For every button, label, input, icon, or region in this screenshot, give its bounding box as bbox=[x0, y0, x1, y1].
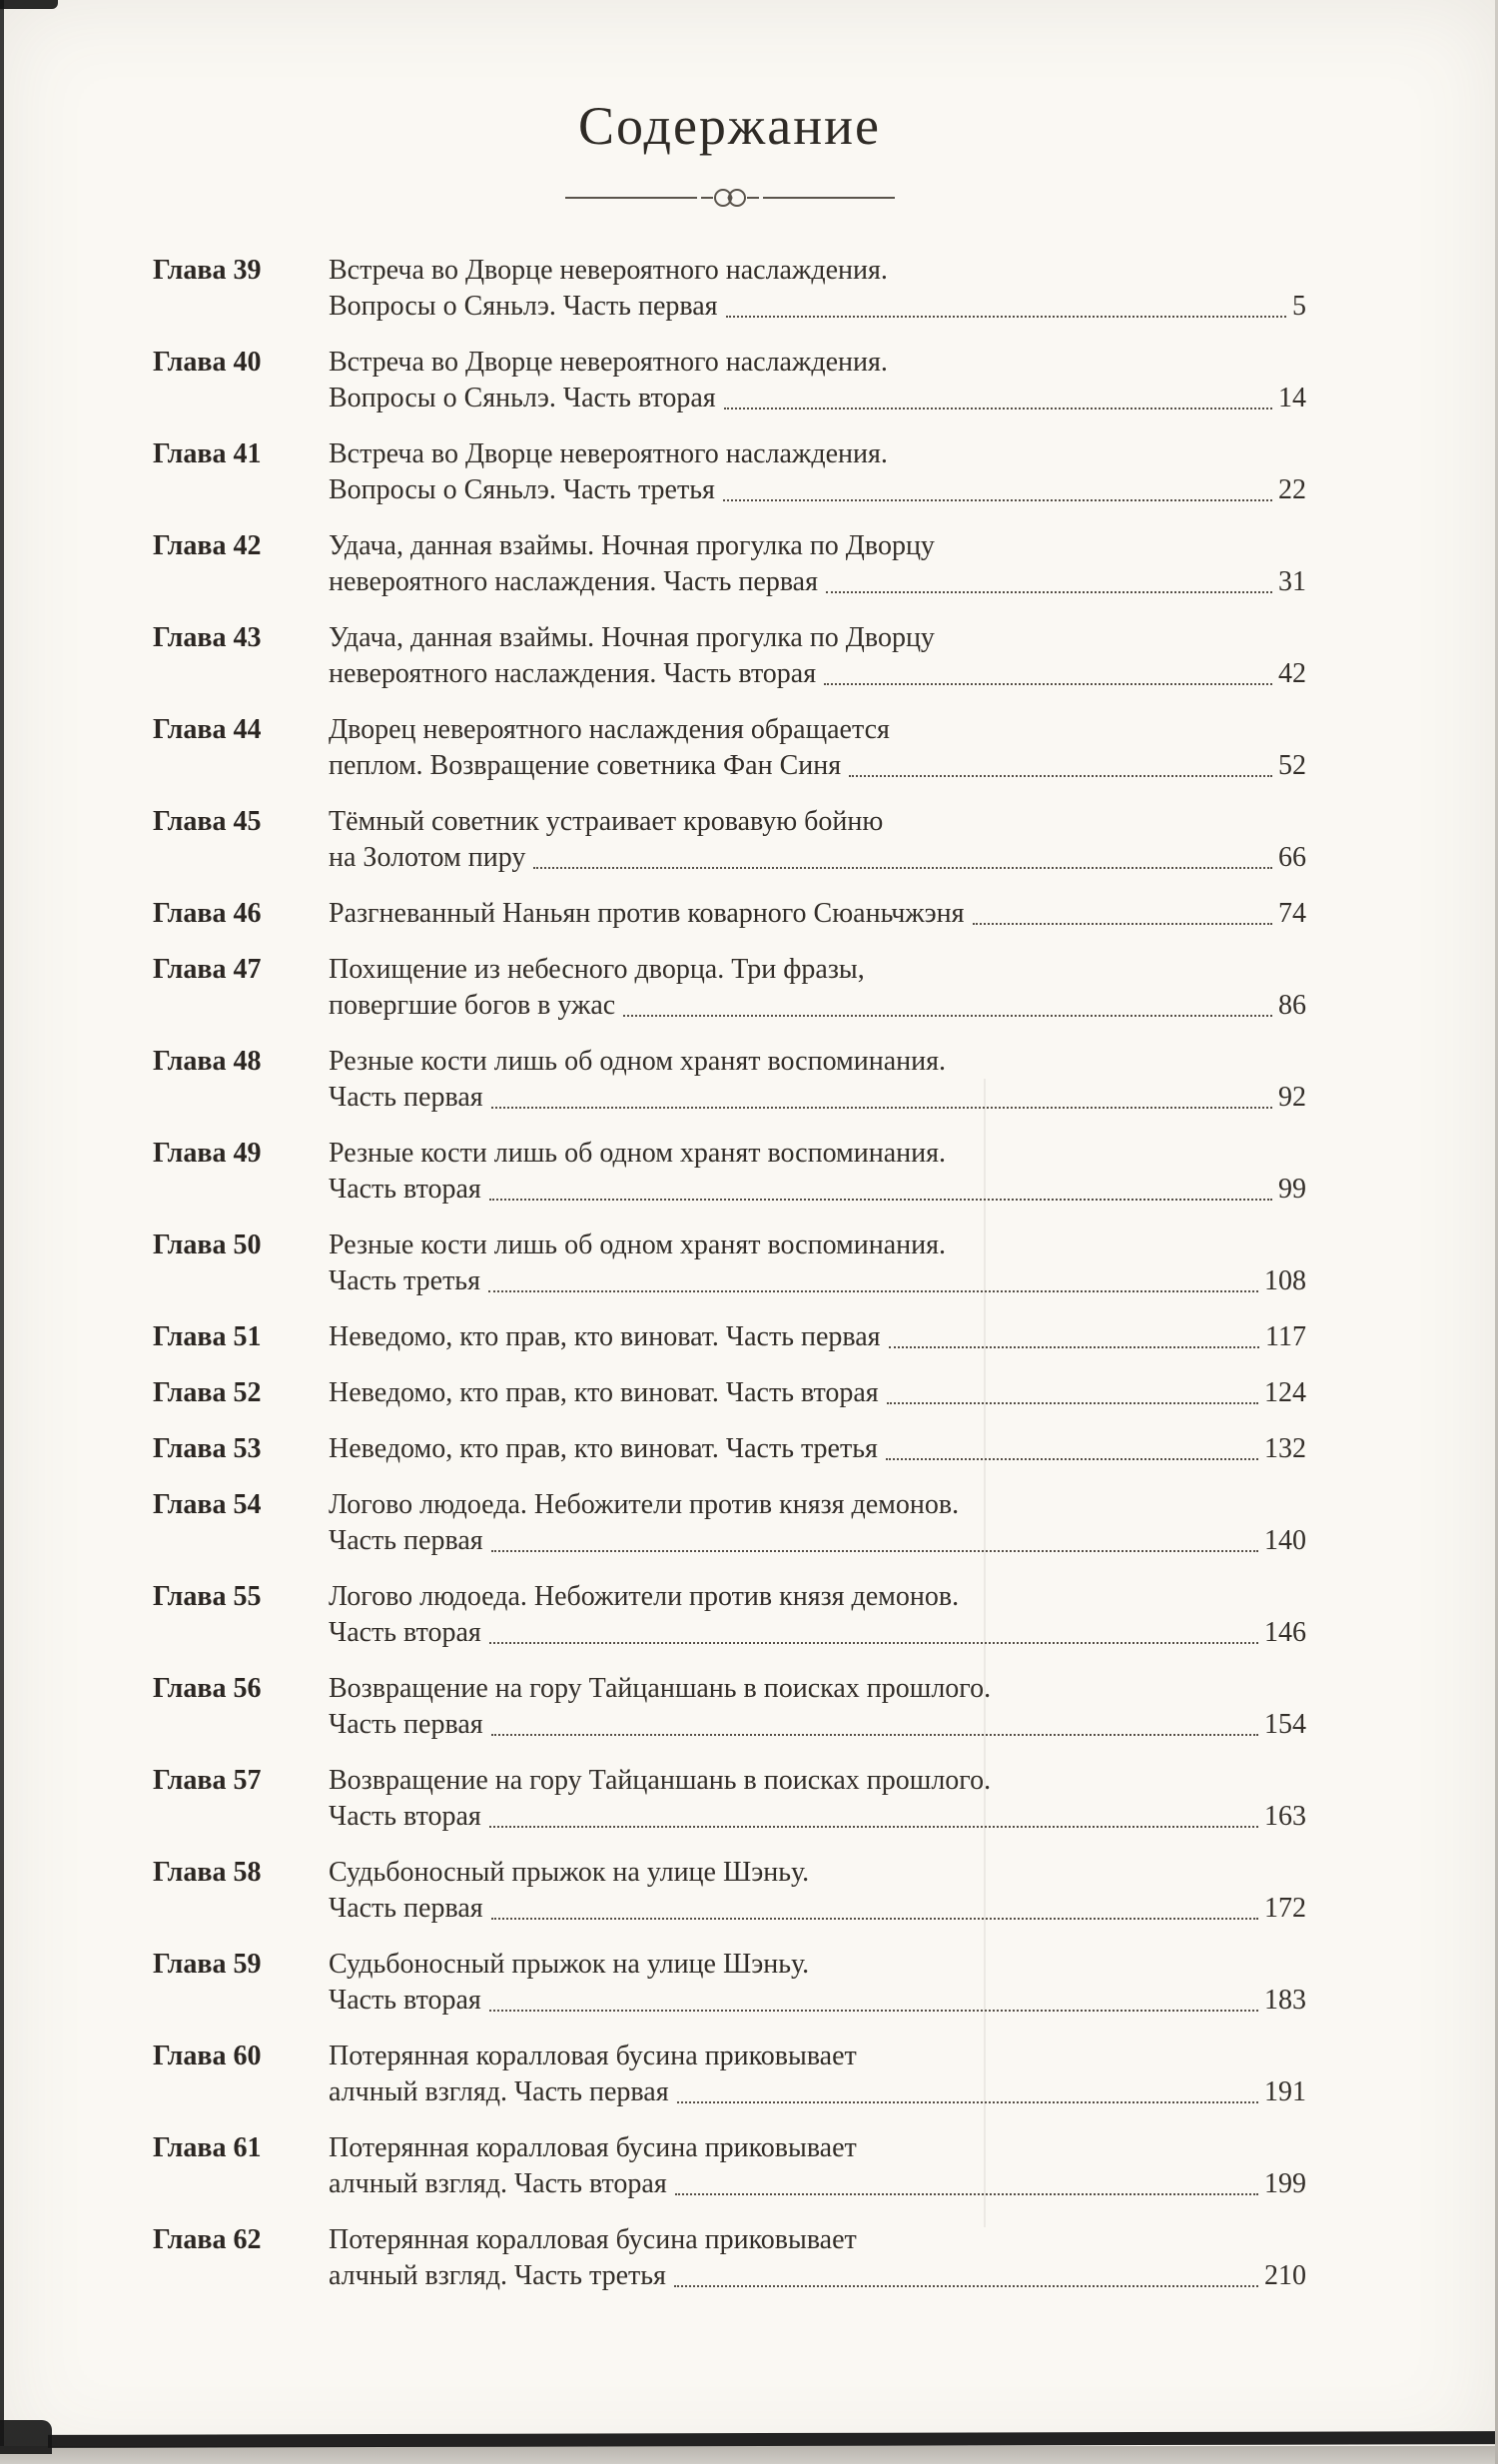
toc-chapter-label: Глава 41 bbox=[153, 438, 262, 469]
toc-title-text: Потерянная коралловая бусина приковывает bbox=[329, 2224, 857, 2255]
page-number: 140 bbox=[1264, 1525, 1306, 1556]
toc-title-text: на Золотом пиру bbox=[329, 842, 526, 873]
dot-leader bbox=[489, 1199, 1272, 1201]
toc-entry[interactable] bbox=[153, 1947, 1306, 2019]
scan-edge-left bbox=[0, 0, 4, 2464]
toc-chapter-label: Глава 43 bbox=[153, 622, 262, 653]
toc-title-line bbox=[329, 253, 1306, 289]
page-number: 172 bbox=[1264, 1893, 1306, 1924]
toc-entry[interactable] bbox=[153, 528, 1306, 600]
toc-title-line bbox=[329, 1523, 1306, 1559]
toc-entry-body bbox=[329, 528, 1306, 600]
toc-chapter-label: Глава 59 bbox=[153, 1949, 262, 1980]
page-number: 31 bbox=[1278, 566, 1306, 597]
toc-title-text: Логово людоеда. Небожители против князя демонов. bbox=[329, 1581, 960, 1612]
toc-entry-body bbox=[329, 1763, 1306, 1835]
toc-title-line bbox=[329, 988, 1306, 1024]
toc-title-text: Встреча во Дворце невероятного наслаждения. bbox=[329, 347, 888, 378]
toc-title-text: Судьбоносный прыжок на улице Шэньу. bbox=[329, 1949, 810, 1980]
page-number: 74 bbox=[1278, 898, 1306, 929]
page-number: 86 bbox=[1278, 990, 1306, 1021]
dot-leader bbox=[886, 1458, 1258, 1460]
toc-title-text: Вопросы о Сяньлэ. Часть вторая bbox=[329, 383, 716, 413]
toc-title-line bbox=[329, 804, 1306, 840]
toc-chapter-label: Глава 55 bbox=[153, 1581, 262, 1612]
toc-entry[interactable] bbox=[153, 2130, 1306, 2202]
page-number: 52 bbox=[1278, 750, 1306, 781]
toc-title-text: Часть вторая bbox=[329, 1801, 481, 1832]
toc-title-text: Возвращение на гору Тайцаншань в поисках прошлого. bbox=[329, 1765, 992, 1796]
toc-title-text: Вопросы о Сяньлэ. Часть третья bbox=[329, 474, 715, 505]
toc-entry-body bbox=[329, 1375, 1306, 1411]
toc-title-line bbox=[329, 1431, 1306, 1467]
toc-title-line bbox=[329, 1799, 1306, 1835]
toc-entry[interactable] bbox=[153, 1136, 1306, 1208]
toc-title-text: Возвращение на гору Тайцаншань в поисках прошлого. bbox=[329, 1673, 992, 1704]
toc-title-line bbox=[329, 2166, 1306, 2202]
toc-chapter-label: Глава 57 bbox=[153, 1765, 262, 1796]
toc-title-text: Часть первая bbox=[329, 1525, 483, 1556]
toc-entry[interactable] bbox=[153, 345, 1306, 416]
page-number: 183 bbox=[1264, 1985, 1306, 2016]
page-number: 199 bbox=[1264, 2168, 1306, 2199]
toc-title-line bbox=[329, 712, 1306, 748]
toc-title-line bbox=[329, 289, 1306, 325]
toc-title-line bbox=[329, 1707, 1306, 1743]
toc-title-text: Часть вторая bbox=[329, 1174, 481, 1205]
dot-leader bbox=[723, 499, 1272, 501]
toc-title-line bbox=[329, 1671, 1306, 1707]
toc-entry-body bbox=[329, 1431, 1306, 1467]
toc-chapter-label: Глава 39 bbox=[153, 255, 262, 286]
toc-chapter-label: Глава 56 bbox=[153, 1673, 262, 1704]
toc-title-text: пеплом. Возвращение советника Фан Синя bbox=[329, 750, 842, 781]
toc-title-line bbox=[329, 528, 1306, 564]
dot-leader bbox=[675, 2193, 1258, 2195]
toc-title-line bbox=[329, 2039, 1306, 2074]
toc-entry-body bbox=[329, 1579, 1306, 1651]
toc-title-line bbox=[329, 1579, 1306, 1615]
dot-leader bbox=[489, 2010, 1258, 2012]
toc-entry[interactable] bbox=[153, 620, 1306, 692]
divider-ornament bbox=[153, 183, 1306, 213]
toc-title-line bbox=[329, 345, 1306, 381]
toc-chapter-label: Глава 52 bbox=[153, 1377, 262, 1408]
dot-leader bbox=[491, 1734, 1258, 1736]
toc-title-line bbox=[329, 564, 1306, 600]
toc-title-line bbox=[329, 1763, 1306, 1799]
page-number: 154 bbox=[1264, 1709, 1306, 1740]
toc-chapter-label: Глава 51 bbox=[153, 1321, 262, 1352]
dot-leader bbox=[489, 1826, 1258, 1828]
toc-title-text: Резные кости лишь об одном хранят воспоминания. bbox=[329, 1230, 947, 1260]
toc-entry[interactable] bbox=[153, 1763, 1306, 1835]
toc-title-line bbox=[329, 2222, 1306, 2258]
dot-leader bbox=[824, 683, 1272, 685]
toc-entry-body bbox=[329, 712, 1306, 784]
toc-title-line bbox=[329, 1319, 1306, 1355]
toc-chapter-label: Глава 54 bbox=[153, 1489, 262, 1520]
toc-chapter-label: Глава 60 bbox=[153, 2041, 262, 2071]
dot-leader bbox=[889, 1346, 1259, 1348]
scan-mark-top-left bbox=[0, 0, 58, 9]
toc-title-text: Резные кости лишь об одном хранят воспоминания. bbox=[329, 1138, 947, 1169]
toc-title-text: Часть первая bbox=[329, 1893, 483, 1924]
toc-entry[interactable] bbox=[153, 1431, 1306, 1467]
toc-title-line bbox=[329, 1172, 1306, 1208]
toc-title-text: Удача, данная взаймы. Ночная прогулка по Дворцу bbox=[329, 530, 935, 561]
toc-title-line bbox=[329, 656, 1306, 692]
toc-entry-body bbox=[329, 1487, 1306, 1559]
toc-chapter-label: Глава 62 bbox=[153, 2224, 262, 2255]
toc-chapter-label: Глава 49 bbox=[153, 1138, 262, 1169]
toc-entry[interactable] bbox=[153, 1319, 1306, 1355]
toc-entry-body bbox=[329, 804, 1306, 876]
toc-entry-body bbox=[329, 952, 1306, 1024]
toc-title-line bbox=[329, 436, 1306, 472]
dot-leader bbox=[677, 2101, 1258, 2103]
toc-chapter-label: Глава 47 bbox=[153, 954, 262, 985]
page-number: 210 bbox=[1264, 2260, 1306, 2291]
toc-title-line bbox=[329, 2258, 1306, 2294]
toc-title-text: Логово людоеда. Небожители против князя демонов. bbox=[329, 1489, 960, 1520]
page-number: 146 bbox=[1264, 1617, 1306, 1648]
toc-title-text: Часть третья bbox=[329, 1265, 480, 1296]
dot-leader bbox=[826, 591, 1272, 593]
toc-title-text: Потерянная коралловая бусина приковывает bbox=[329, 2041, 857, 2071]
toc-chapter-label: Глава 48 bbox=[153, 1046, 262, 1077]
toc-entry[interactable] bbox=[153, 896, 1306, 932]
toc-title-text: Судьбоносный прыжок на улице Шэньу. bbox=[329, 1857, 810, 1888]
toc-title-text: Разгневанный Наньян против коварного Сюаньчжэня bbox=[329, 898, 965, 929]
toc-chapter-label: Глава 53 bbox=[153, 1433, 262, 1464]
scan-crease bbox=[984, 1079, 986, 2227]
toc-title-line bbox=[329, 1615, 1306, 1651]
toc-entry-body bbox=[329, 345, 1306, 416]
toc-title-text: невероятного наслаждения. Часть вторая bbox=[329, 658, 817, 689]
toc-title-text: Дворец невероятного наслаждения обращается bbox=[329, 714, 890, 745]
page-number: 92 bbox=[1278, 1082, 1306, 1113]
toc-entry-body bbox=[329, 1319, 1306, 1355]
toc-entry[interactable] bbox=[153, 2222, 1306, 2294]
toc-entry[interactable] bbox=[153, 1044, 1306, 1116]
toc-entry-body bbox=[329, 253, 1306, 325]
toc-title-text: Потерянная коралловая бусина приковывает bbox=[329, 2132, 857, 2163]
toc-title-text: Часть первая bbox=[329, 1709, 483, 1740]
toc-title-line bbox=[329, 620, 1306, 656]
dot-leader bbox=[488, 1290, 1258, 1292]
scan-edge-bottom-gray bbox=[0, 2446, 1498, 2464]
toc-entry[interactable] bbox=[153, 1579, 1306, 1651]
toc-title-text: Вопросы о Сяньлэ. Часть первая bbox=[329, 291, 718, 322]
toc-entry-body bbox=[329, 1855, 1306, 1927]
toc-entry[interactable] bbox=[153, 804, 1306, 876]
toc-title-line bbox=[329, 1855, 1306, 1891]
page-number: 108 bbox=[1264, 1265, 1306, 1296]
toc-title-text: алчный взгляд. Часть третья bbox=[329, 2260, 666, 2291]
page-title: Содержание bbox=[578, 96, 881, 156]
toc-title-line bbox=[329, 2130, 1306, 2166]
toc-entry-body bbox=[329, 896, 1306, 932]
toc-title-text: Неведомо, кто прав, кто виноват. Часть первая bbox=[329, 1321, 881, 1352]
toc-title-line bbox=[329, 952, 1306, 988]
toc-chapter-label: Глава 44 bbox=[153, 714, 262, 745]
page-number: 117 bbox=[1265, 1321, 1306, 1352]
toc-entry[interactable] bbox=[153, 436, 1306, 508]
toc-list bbox=[153, 253, 1306, 2294]
toc-entry[interactable] bbox=[153, 1855, 1306, 1927]
toc-entry-body bbox=[329, 1044, 1306, 1116]
toc-title-line bbox=[329, 1891, 1306, 1927]
toc-entry[interactable] bbox=[153, 253, 1306, 325]
toc-entry[interactable] bbox=[153, 1487, 1306, 1559]
toc-title-text: Часть вторая bbox=[329, 1985, 481, 2016]
toc-chapter-label: Глава 40 bbox=[153, 347, 262, 378]
toc-title-text: Удача, данная взаймы. Ночная прогулка по Дворцу bbox=[329, 622, 935, 653]
toc-entry-body bbox=[329, 436, 1306, 508]
page-number: 66 bbox=[1278, 842, 1306, 873]
toc-chapter-label: Глава 58 bbox=[153, 1857, 262, 1888]
toc-title-line bbox=[329, 1983, 1306, 2019]
toc-title-line bbox=[329, 748, 1306, 784]
page-number: 132 bbox=[1264, 1433, 1306, 1464]
toc-entry-body bbox=[329, 1228, 1306, 1299]
dot-leader bbox=[491, 1550, 1258, 1552]
toc-title-text: Резные кости лишь об одном хранят воспоминания. bbox=[329, 1046, 947, 1077]
dot-leader bbox=[674, 2285, 1258, 2287]
dot-leader bbox=[724, 408, 1272, 410]
toc-title-line bbox=[329, 1044, 1306, 1080]
toc-entry-body bbox=[329, 1136, 1306, 1208]
dot-leader bbox=[491, 1107, 1272, 1109]
toc-entry-body bbox=[329, 2039, 1306, 2110]
toc-title-line bbox=[329, 1947, 1306, 1983]
dot-leader bbox=[489, 1642, 1258, 1644]
toc-title-text: Встреча во Дворце невероятного наслаждения. bbox=[329, 438, 888, 469]
dot-leader bbox=[623, 1015, 1272, 1017]
toc-title-line bbox=[329, 1136, 1306, 1172]
page-number: 22 bbox=[1278, 474, 1306, 505]
toc-entry-body bbox=[329, 620, 1306, 692]
toc-title-line bbox=[329, 381, 1306, 416]
toc-chapter-label: Глава 45 bbox=[153, 806, 262, 837]
toc-entry[interactable] bbox=[153, 1375, 1306, 1411]
page-number: 163 bbox=[1264, 1801, 1306, 1832]
toc-title-text: невероятного наслаждения. Часть первая bbox=[329, 566, 818, 597]
toc-title-line bbox=[329, 2074, 1306, 2110]
toc-entry[interactable] bbox=[153, 1671, 1306, 1743]
toc-title-text: Встреча во Дворце невероятного наслаждения. bbox=[329, 255, 888, 286]
toc-title-line bbox=[329, 1228, 1306, 1263]
toc-title-line bbox=[329, 840, 1306, 876]
toc-title-text: Похищение из небесного дворца. Три фразы, bbox=[329, 954, 865, 985]
toc-title-text: Неведомо, кто прав, кто виноват. Часть вторая bbox=[329, 1377, 879, 1408]
toc-title-text: алчный взгляд. Часть вторая bbox=[329, 2168, 667, 2199]
dot-leader bbox=[973, 923, 1272, 925]
page-number: 191 bbox=[1264, 2076, 1306, 2107]
toc-title-text: Тёмный советник устраивает кровавую бойню bbox=[329, 806, 884, 837]
toc-title-line bbox=[329, 1263, 1306, 1299]
toc-title-line bbox=[329, 896, 1306, 932]
dot-leader bbox=[849, 775, 1272, 777]
dot-leader bbox=[887, 1402, 1258, 1404]
toc-title-text: Неведомо, кто прав, кто виноват. Часть третья bbox=[329, 1433, 878, 1464]
toc-title-text: Часть вторая bbox=[329, 1617, 481, 1648]
toc-entry-body bbox=[329, 2130, 1306, 2202]
page-number: 99 bbox=[1278, 1174, 1306, 1205]
toc-entry-body bbox=[329, 2222, 1306, 2294]
toc-title-line bbox=[329, 1375, 1306, 1411]
dot-leader bbox=[533, 867, 1272, 869]
toc-title-text: Часть первая bbox=[329, 1082, 483, 1113]
scan-mark-bottom-left bbox=[0, 2420, 52, 2454]
toc-title-line bbox=[329, 472, 1306, 508]
toc-entry[interactable] bbox=[153, 2039, 1306, 2110]
toc-chapter-label: Глава 50 bbox=[153, 1230, 262, 1260]
toc-entry[interactable] bbox=[153, 952, 1306, 1024]
toc-title-text: алчный взгляд. Часть первая bbox=[329, 2076, 669, 2107]
page-number: 5 bbox=[1292, 291, 1306, 322]
toc-chapter-label: Глава 46 bbox=[153, 898, 262, 929]
toc-entry-body bbox=[329, 1671, 1306, 1743]
toc-entry[interactable] bbox=[153, 1228, 1306, 1299]
page-number: 14 bbox=[1278, 383, 1306, 413]
dot-leader bbox=[491, 1918, 1258, 1920]
divider-knot-icon bbox=[565, 183, 895, 213]
toc-title-line bbox=[329, 1080, 1306, 1116]
toc-chapter-label: Глава 61 bbox=[153, 2132, 262, 2163]
toc-entry-body bbox=[329, 1947, 1306, 2019]
toc-chapter-label: Глава 42 bbox=[153, 530, 262, 561]
toc-title-line bbox=[329, 1487, 1306, 1523]
toc-title-text: повергшие богов в ужас bbox=[329, 990, 616, 1021]
page-number: 42 bbox=[1278, 658, 1306, 689]
page-number: 124 bbox=[1264, 1377, 1306, 1408]
dot-leader bbox=[726, 316, 1286, 318]
toc-entry[interactable] bbox=[153, 712, 1306, 784]
